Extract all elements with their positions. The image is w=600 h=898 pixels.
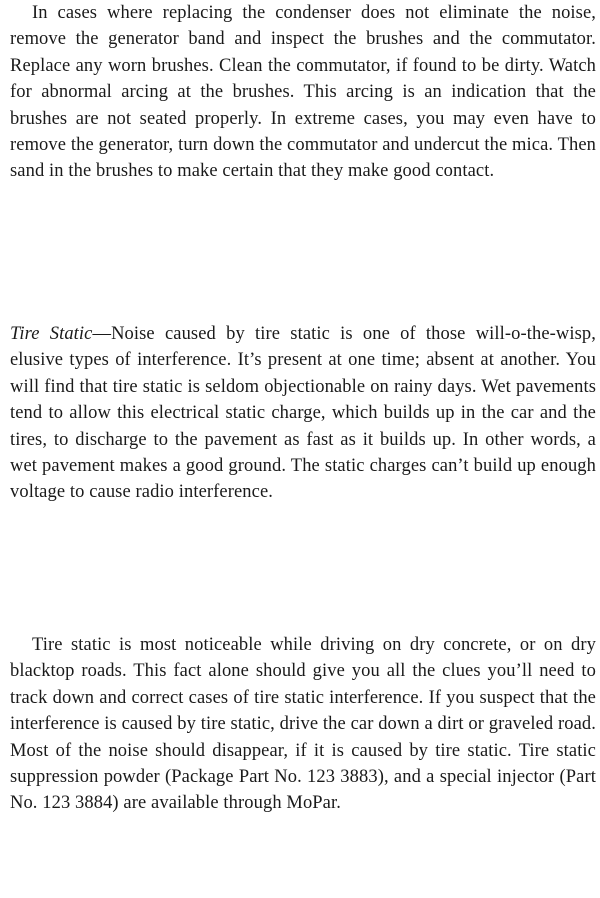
- run-in-heading-tire-static: Tire Static: [10, 324, 93, 344]
- paragraph-tire-static-suppression: Tire static is most noticeable while driving on dry concrete, or on dry blacktop roads. This fact alone should give you all the clues you’ll need to track down and correct cases of tire static interference. If you suspect that the interference is caused by tire static, drive the car down a dirt or graveled road. Most of the noise should disappear, if it is caused by tire static. Tire static suppression powder (Package Part No. 123 3883), and a special injector (Part No. 123 3884) are available through MoPar.: [10, 635, 596, 814]
- paragraph-condenser-noise: In cases where replacing the condenser does not eliminate the noise, remove the generator band and inspect the brushes and the commutator. Replace any worn brushes. Clean the commutator, if found to be dirty. Watch for abnormal arcing at the brushes. This arcing is an indication that the brushes are not seated properly. In extreme cases, you may even have to remove the generator, turn down the commutator and undercut the mica. Then sand in the brushes to make certain that they make good contact.: [10, 3, 596, 182]
- paragraph-tire-static: [10, 321, 596, 506]
- paragraph-tire-static-body: —Noise caused by tire static is one of those will-o-the-wisp, elusive types of interference. It’s present at one time; absent at another. You will find that tire static is seldom objectionable on rainy days. Wet pavements tend to allow this electrical static charge, which builds up in the car and the tires, to discharge to the pavement as fast as it builds up. In other words, a wet pavement makes a good ground. The static charges can’t build up enough voltage to cause radio interference.: [10, 324, 596, 503]
